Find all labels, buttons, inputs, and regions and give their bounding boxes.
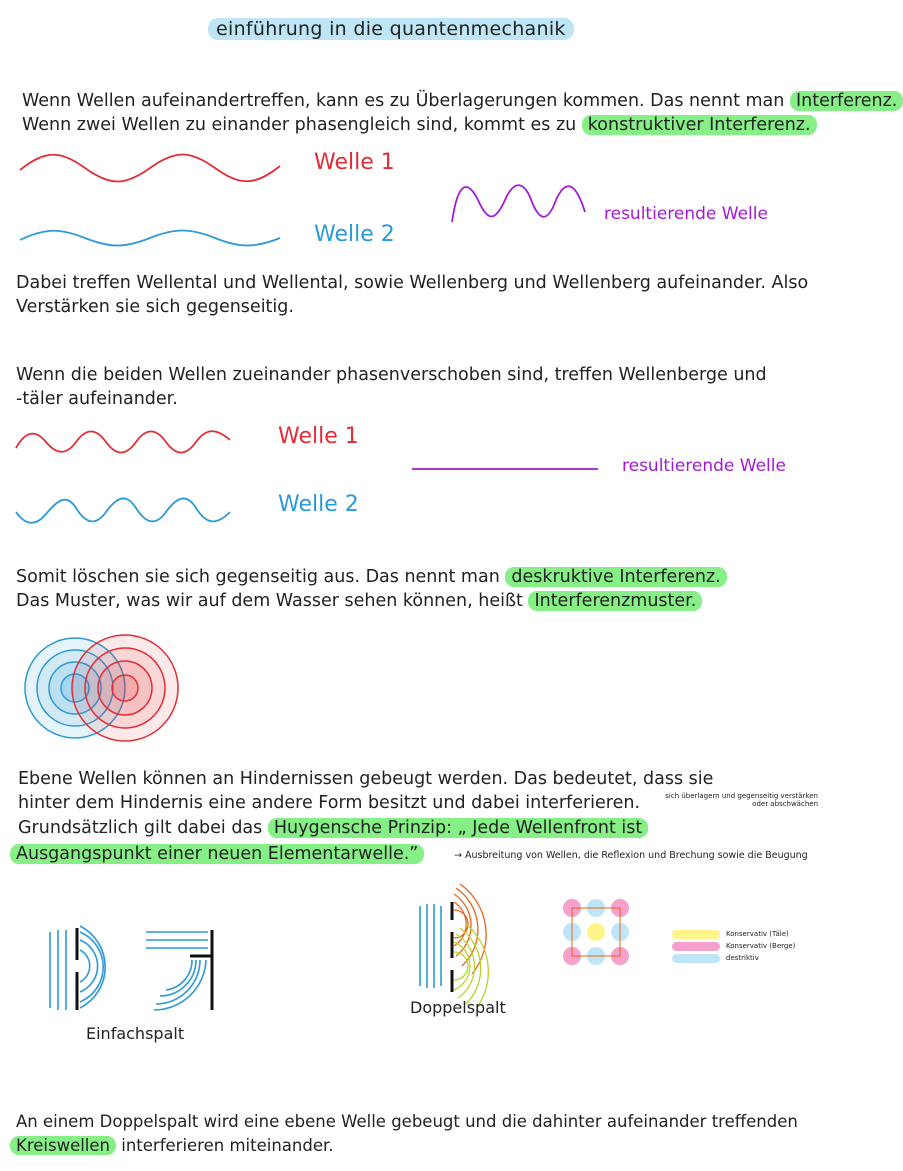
red-circle-set: [72, 635, 178, 741]
term-destruktive-interferenz: deskruktive Interferenz.: [505, 567, 726, 587]
intro-line-1: Wenn Wellen aufeinandertreffen, kann es zu Überlagerungen kommen. Das nennt man Interferenz.: [22, 90, 903, 112]
term-elementarwelle: Ausgangspunkt einer neuen Elementarwelle.”: [10, 844, 424, 864]
huygens-line-1: Grundsätzlich gilt dabei das Huygensche Prinzip: „ Jede Wellenfront ist: [18, 817, 648, 839]
constructive-explanation-1: Dabei treffen Wellental und Wellental, sowie Wellenberg und Wellenberg aufeinander. Also: [16, 273, 809, 293]
wave-2-label-2: Welle 2: [278, 492, 359, 517]
legend-item-destructive: destriktiv: [672, 952, 795, 964]
wave-1-label-2: Welle 1: [278, 424, 359, 449]
phase-shift-line-1: Wenn die beiden Wellen zueinander phasenverschoben sind, treffen Wellenberge und: [16, 365, 767, 385]
resultant-wave-label: resultierende Welle: [604, 204, 768, 224]
destructive-line-1: Somit löschen sie sich gegenseitig aus. Das nennt man deskruktive Interferenz.: [16, 566, 727, 588]
double-slit-explanation-1: An einem Doppelspalt wird eine ebene Welle gebeugt und die dahinter aufeinander treffenden: [16, 1112, 798, 1131]
huygens-line-2: [10, 843, 424, 865]
diffraction-line-2: hinter dem Hindernis eine andere Form besitzt und dabei interferieren.: [18, 793, 641, 813]
diffraction-note: sich überlagern und gegenseitig verstärken oder abschwächen: [665, 792, 818, 808]
legend-swatch-pink: [672, 942, 720, 951]
diffraction-line-1: Ebene Wellen können an Hindernissen gebeugt werden. Das bedeutet, dass sie: [18, 769, 714, 789]
wave-1-curve: [20, 155, 280, 182]
wave-2-curve: [16, 498, 230, 522]
intro-line-2: Wenn zwei Wellen zu einander phasengleich sind, kommt es zu konstruktiver Interferenz.: [22, 114, 817, 136]
single-slit-diagram-2: [146, 932, 208, 1010]
term-konstruktive-interferenz: konstruktiver Interferenz.: [582, 115, 817, 135]
double-slit-explanation-2: Kreiswellen interferieren miteinander.: [10, 1136, 333, 1155]
wave-2-label: Welle 2: [314, 222, 395, 247]
term-kreiswellen: Kreiswellen: [10, 1136, 116, 1155]
resultant-wave-label-2: resultierende Welle: [622, 456, 786, 476]
pattern-legend: [672, 928, 795, 964]
interference-pattern-diagram: [0, 620, 200, 760]
interference-grid-diagram: [560, 896, 632, 968]
legend-item-peaks: Konservativ (Berge): [672, 940, 795, 952]
single-slit-label: Einfachspalt: [86, 1024, 185, 1043]
term-interferenzmuster: Interferenzmuster.: [528, 591, 702, 611]
wave-1-curve: [16, 431, 230, 452]
legend-swatch-yellow: [672, 930, 720, 939]
destructive-line-2: Das Muster, was wir auf dem Wasser sehen können, heißt Interferenzmuster.: [16, 590, 702, 612]
double-slit-diagram: [400, 880, 560, 1010]
term-huygens-principle: Huygensche Prinzip: „ Jede Wellenfront ist: [268, 818, 648, 838]
constructive-waves-diagram: [0, 140, 828, 260]
constructive-explanation-2: Verstärken sie sich gegenseitig.: [16, 297, 294, 317]
slit-barrier-2: [190, 930, 212, 1010]
single-slit-diagrams: [0, 920, 260, 1020]
double-slit-label: Doppelspalt: [410, 998, 506, 1017]
wave-2-curve: [20, 231, 280, 246]
legend-item-valleys: Konservativ (Täle): [672, 928, 795, 940]
resultant-wave-curve: [452, 185, 585, 222]
page-title: einführung in die quantenmechanik: [208, 18, 574, 40]
huygens-note: → Ausbreitung von Wellen, die Reflexion und Brechung sowie die Beugung: [454, 850, 808, 861]
term-interferenz: Interferenz.: [790, 91, 903, 111]
legend-swatch-blue: [672, 954, 720, 963]
phase-shift-line-2: -täler aufeinander.: [16, 389, 178, 409]
wave-1-label: Welle 1: [314, 150, 395, 175]
